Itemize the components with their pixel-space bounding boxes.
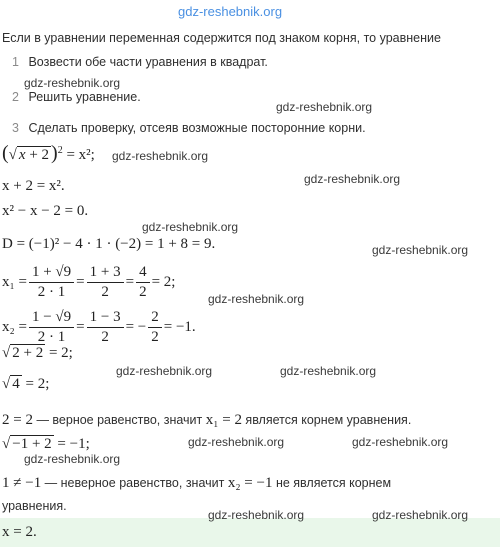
x2-label: x₂ = [2,319,27,335]
verdict-2-line2: уравнения. [2,499,67,513]
watermark: gdz-reshebnik.org [208,508,305,522]
watermark-top: gdz-reshebnik.org [178,4,283,19]
step-1-text: Возвести обе части уравнения в квадрат. [28,55,268,69]
check-3-radicand: −1 + 2 [12,436,52,452]
equation-1: (√ x + 2 )$^2$ = x²; [2,142,95,164]
step-1-number: 1 [12,55,19,69]
answer-highlight [0,518,500,547]
verdict-2-text: — неверное равенство, значит [41,476,228,490]
watermark: gdz-reshebnik.org [352,435,449,449]
check-3-rhs: = −1; [57,436,90,452]
x2-fraction-3: $\frac{2}{2}$ [148,309,162,346]
check-2-radicand: 4 [12,376,20,392]
check-1-radicand: 2 + 2 [12,345,44,361]
equation-2: x + 2 = x². [2,178,65,194]
verdict-1-tail: является корнем уравнения. [241,413,412,427]
check-1-rhs: = 2; [48,345,73,361]
check-2-rhs: = 2; [25,376,50,392]
verdict-1-equation: 2 = 2 [2,412,33,428]
verdict-2-root: x₂ = −1 [227,475,273,491]
check-1: √ 2 + 2 = 2; [2,345,73,361]
x2-fraction-2: $\frac{1 - 3}{2}$ [87,309,124,346]
x1-result: = 2; [151,274,176,290]
watermark: gdz-reshebnik.org [24,452,121,466]
verdict-1-text: — верное равенство, значит [32,413,206,427]
x2-fraction-1: $\frac{1 - √9}{2 \cdot 1}$ [29,309,74,346]
x2-minus: = − [125,319,147,335]
watermark: gdz-reshebnik.org [304,172,401,186]
root-x2: x₂ = $\frac{1 - √9}{2 \cdot 1}$ = $\frac{1 - 3}{2}$ = − $\frac{2}{2}$ = −1. [2,309,196,345]
intro-text: Если в уравнении переменная содержится под знаком корня, то уравнение [2,31,441,45]
step-1 [12,55,268,69]
verdict-1 [2,411,411,429]
verdict-2-equation: 1 ≠ −1 [2,475,42,491]
equation-3: x² − x − 2 = 0. [2,203,89,219]
check-3: √ −1 + 2 = −1; [2,436,90,452]
watermark: gdz-reshebnik.org [276,100,373,114]
verdict-1-root: x₁ = 2 [205,412,242,428]
step-3-text: Сделать проверку, отсеяв возможные посторонние корни. [28,121,366,135]
watermark: gdz-reshebnik.org [112,149,209,163]
root-x1: x₁ = $\frac{1 + √9}{2 \cdot 1}$ = $\frac{1 + 3}{2}$ = $\frac{4}{2}$ = 2; [2,264,176,300]
verdict-2-tail: не является корнем [272,476,392,490]
x2-result: = −1. [163,319,196,335]
watermark: gdz-reshebnik.org [142,220,239,234]
x1-fraction-2: $\frac{1 + 3}{2}$ [87,264,124,301]
watermark: gdz-reshebnik.org [208,292,305,306]
step-2 [12,90,141,104]
check-2: √ 4 = 2; [2,376,50,392]
x1-fraction-1: $\frac{1 + √9}{2 \cdot 1}$ [29,264,74,301]
watermark: gdz-reshebnik.org [372,508,469,522]
verdict-2 [2,474,391,492]
watermark: gdz-reshebnik.org [280,364,377,378]
equation-1-rhs: = x²; [66,147,95,163]
step-2-text: Решить уравнение. [28,90,141,104]
step-2-number: 2 [12,90,19,104]
x1-fraction-3: $\frac{4}{2}$ [136,264,150,301]
step-3-number: 3 [12,121,19,135]
watermark: gdz-reshebnik.org [188,435,285,449]
watermark: gdz-reshebnik.org [116,364,213,378]
step-3 [12,121,366,135]
watermark: gdz-reshebnik.org [24,76,121,90]
watermark: gdz-reshebnik.org [372,243,469,257]
discriminant: D = (−1)² − 4 · 1 · (−2) = 1 + 8 = 9. [2,236,216,252]
x1-label: x₁ = [2,274,27,290]
answer: x = 2. [2,524,37,540]
